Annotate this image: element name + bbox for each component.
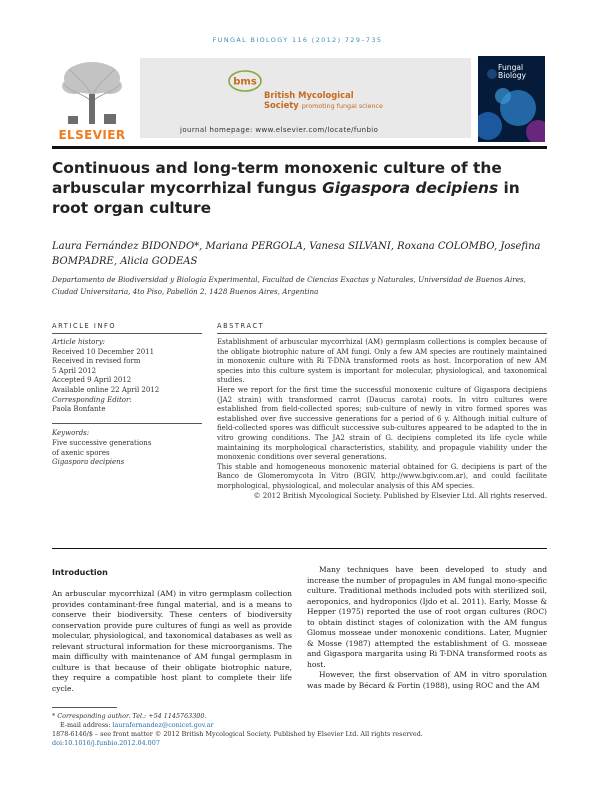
footnotes <box>52 712 552 748</box>
issn-line: 1878-6146/$ – see front matter © 2012 British Mycological Society. Published by Elsevier Ltd. All rights reserved. <box>52 730 423 738</box>
journal-homepage: journal homepage: www.elsevier.com/locate/funbio <box>180 126 379 134</box>
author-list: Laura Fernández BIDONDO*, Mariana PERGOLA, Vanesa SILVANI, Roxana COLOMBO, Josefina BOMPADRE, Alicia GODEAS <box>52 241 541 267</box>
received-date: Received 10 December 2011 <box>52 347 155 356</box>
doi-link[interactable]: doi:10.1016/j.funbio.2012.04.007 <box>52 739 160 747</box>
corresponding-author-note: * Corresponding author. Tel.: +54 1145763300. <box>52 712 207 720</box>
abstract-paragraph: Here we report for the first time the successful monoxenic culture of Gigaspora decipiens (JA2 strain) with transformed carrot (Daucus carota) roots. In vitro cultures were established from field-collected spores; sub-culture of newly in vitro formed spores was established over five successive generations for a period of 6 y. Although initial culture of field-collected spores was difficult successive sub-cultures appeared to be adapted to the in vitro growing conditions. The JA2 strain of G. decipiens completed its life cycle while maintaining its morphological characteristics, stability, and propagule viability under the monoxenic conditions over several generations. <box>217 385 547 462</box>
revised-date: 5 April 2012 <box>52 366 97 375</box>
article-info-heading: ARTICLE INFO <box>52 322 117 330</box>
article-title <box>52 158 552 218</box>
title-species: Gigaspora decipiens <box>322 179 499 197</box>
email-link[interactable]: laurafernandez@conicet.gov.ar <box>112 721 214 729</box>
elsevier-tree-icon <box>60 58 124 126</box>
society-name <box>264 90 383 111</box>
bms-logo-icon <box>228 70 262 92</box>
society-banner <box>140 58 471 138</box>
abstract-heading: ABSTRACT <box>217 322 265 330</box>
abstract-rule <box>217 333 547 334</box>
body-column-left <box>52 589 292 694</box>
abstract-paragraph: This stable and homogeneous monoxenic material obtained for G. decipiens is part of the Banco de Glomeromycota In Vitro (BGIV, http://www.bgiv.com.ar), and could facilitate morphological, physiological, and molecular analysis of this AM species. <box>217 462 547 490</box>
society-line-1: British Mycological <box>264 90 354 100</box>
body-column-right <box>307 565 547 691</box>
title-part-1: Continuous and long-term monoxenic culture of the arbuscular mycorrhizal fungus <box>52 159 502 197</box>
keyword: Gigaspora decipiens <box>52 458 125 467</box>
abstract-paragraph: Establishment of arbuscular mycorrhizal (AM) germplasm collections is complex because of the obligate biotrophic nature of AM fungi. Only a few AM species are routinely maintained in monoxenic culture with Ri T-DNA transformed roots as host. Incorporation of new AM species into this culture system is important for molecular, physiological, and taxonomical studies. <box>217 338 547 385</box>
keywords-rule <box>52 423 202 424</box>
title-part-2: in root organ culture <box>52 179 520 217</box>
editor-name: Paola Bonfante <box>52 405 106 414</box>
keyword: of axenic spores <box>52 448 110 457</box>
article-info-rule <box>52 333 202 334</box>
copyright-notice: © 2012 British Mycological Society. Published by Elsevier Ltd. All rights reserved. <box>253 491 547 500</box>
elsevier-logo <box>52 58 132 140</box>
editor-label: Corresponding Editor: <box>52 395 132 404</box>
journal-citation: FUNGAL BIOLOGY 116 (2012) 729–735 <box>212 36 383 44</box>
journal-cover <box>478 56 545 142</box>
introduction-heading: Introduction <box>52 568 108 577</box>
body-paragraph: However, the first observation of AM in vitro sporulation was made by Bécard & Fortin (1988), using ROC and the AM <box>307 670 547 690</box>
keywords-label: Keywords: <box>52 429 90 438</box>
cover-title <box>498 64 526 80</box>
footnote-rule <box>52 707 117 708</box>
online-date: Available online 22 April 2012 <box>52 385 160 394</box>
accepted-date: Accepted 9 April 2012 <box>52 376 132 385</box>
keyword: Five successive generations <box>52 438 152 447</box>
section-rule <box>52 548 547 549</box>
article-info <box>52 338 202 468</box>
abstract-body <box>217 338 547 501</box>
elsevier-wordmark: ELSEVIER <box>58 128 126 142</box>
body-paragraph: An arbuscular mycorrhizal (AM) in vitro germplasm collection provides contaminant-free fungal material, and is a means to conserve their biodiversity. These centers of biodiversity conservation provide pure cultures of fungi as well as provide molecular, physiological, and taxonomical databases as well as relevant structural information for these microorganisms. The main difficulty with maintenance of AM fungal germplasm in culture is that because of their obligate biotrophic nature, they require a compatible host plant to complete their life cycle. <box>52 589 292 693</box>
revised-label: Received in revised form <box>52 357 141 366</box>
history-label: Article history: <box>52 338 106 346</box>
email-label: E-mail address: <box>60 721 113 729</box>
svg-text:bms: bms <box>233 76 257 88</box>
affiliation: Departamento de Biodiversidad y Biología Experimental, Facultad de Ciencias Exactas y Naturales, Universidad de Buenos Aires, Ciudad Universitaria, 4to Piso, Pabellón 2, 1428 Buenos Aires, Argentina <box>52 275 526 296</box>
cover-title-line-1: Fungal <box>498 63 524 72</box>
header-rule <box>52 146 547 149</box>
society-line-2: Society <box>264 100 299 110</box>
cover-title-line-2: Biology <box>498 71 527 80</box>
body-paragraph: Many techniques have been developed to study and increase the number of propagules in AM fungal mono-specific culture. Traditional methods included pots with sterilized soil, aeroponics, and hydroponics (Ijdo et al. 2011). Early, Mosse & Hepper (1975) reported the use of root organ cultures (ROC) to obtain distinct stages of colonization with the AM fungus Glomus mosseae under monoxenic conditions. Later, Mugnier & Mosse (1987) attempted the establishment of G. mosseae and Gigaspora margarita using Ri T-DNA transformed roots as host. <box>307 565 547 669</box>
society-tagline: promoting fungal science <box>301 102 383 110</box>
